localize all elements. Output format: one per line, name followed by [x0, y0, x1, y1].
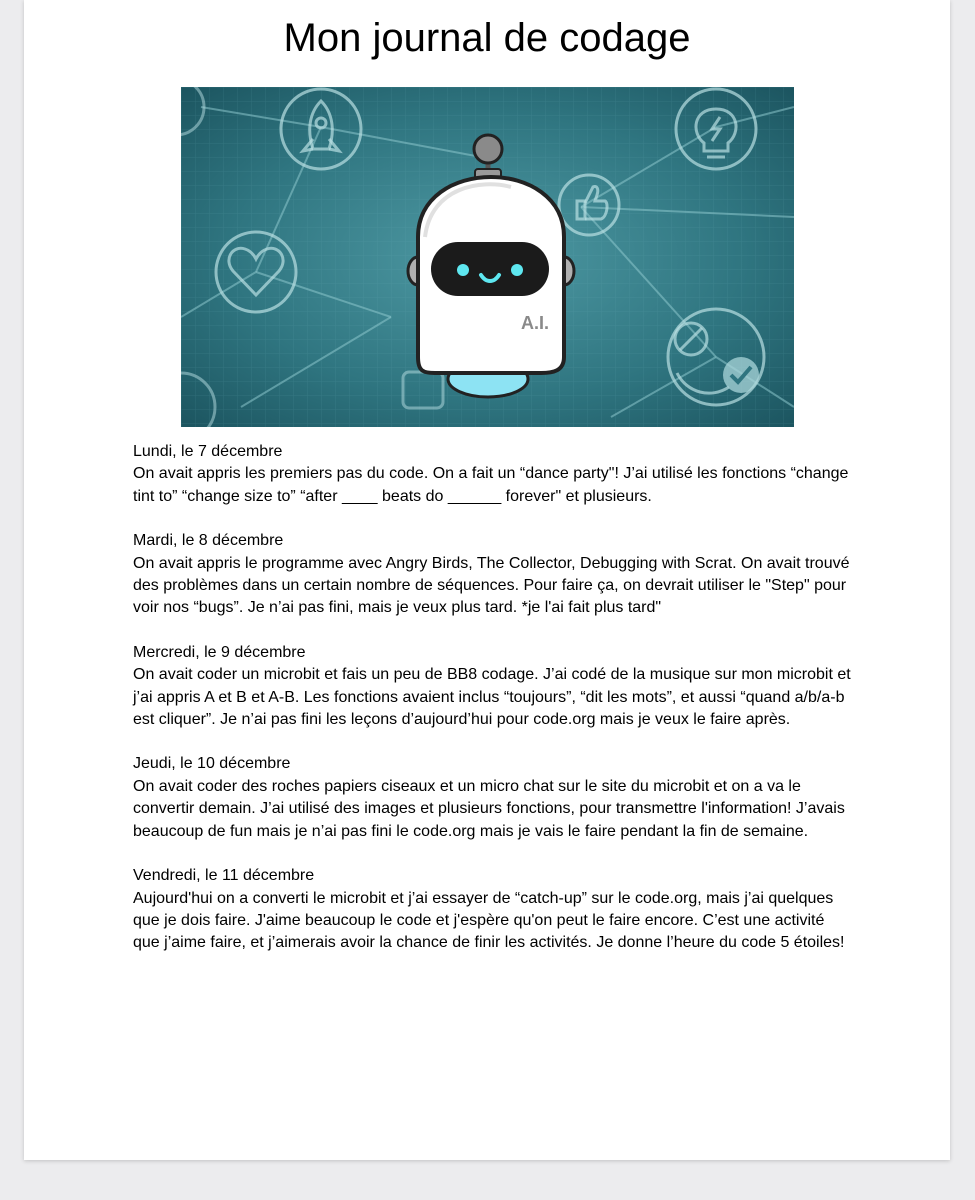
entry-date: Jeudi, le 10 décembre	[133, 755, 291, 773]
journal-entries	[133, 441, 853, 977]
page-title: Mon journal de codage	[283, 16, 691, 60]
journal-entry	[133, 865, 853, 955]
document-page	[24, 0, 950, 1160]
entry-text: On avait appris le programme avec Angry Birds, The Collector, Debugging with Scrat. On avait trouvé des problèmes dans un certain nombre de séquences. Pour faire ça, on devrait utiliser le "Step" pour voir nos “bugs”. Je n’ai pas fini, mais je veux plus tard. *je l'ai fait plus tard"	[133, 554, 850, 617]
journal-entry	[133, 530, 853, 620]
entry-text: Aujourd'hui on a converti le microbit et j’ai essayer de “catch-up” sur le code.org, mais j’ai quelques que je dois faire. J'aime beaucoup le code et j'espère qu'on peut le faire encore. C’est une activité que j’aime faire, et j’aimerais avoir la chance de finir les activités. Je donne l’heure du code 5 étoiles!	[133, 889, 845, 952]
journal-entry	[133, 441, 853, 508]
entry-date: Vendredi, le 11 décembre	[133, 867, 315, 885]
check-icon	[723, 357, 759, 393]
journal-entry	[133, 642, 853, 732]
journal-entry	[133, 753, 853, 843]
entry-date: Mercredi, le 9 décembre	[133, 643, 306, 661]
entry-date: Mardi, le 8 décembre	[133, 532, 284, 550]
robot-illustration	[181, 87, 794, 427]
entry-text: On avait appris les premiers pas du code. On a fait un “dance party"! J’ai utilisé les fonctions “change tint to” “change size to” “after ____ beats do ______ forever" et plusieurs.	[133, 465, 849, 505]
robot-label: A.I.	[521, 313, 550, 333]
entry-date: Lundi, le 7 décembre	[133, 443, 283, 460]
entry-text: On avait coder des roches papiers ciseaux et un micro chat sur le site du microbit et on a va le convertir demain. J’ai utilisé des images et plusieurs fonctions, pour transmettre l'information! J’avais beaucoup de fun mais je n’ai pas fini le code.org mais je vais le faire pendant la fin de semaine.	[133, 777, 845, 840]
entry-text: On avait coder un microbit et fais un peu de BB8 codage. J’ai codé de la musique sur mon microbit et j’ai appris A et B et A-B. Les fonctions avaient inclus “toujours”, “dit les mots”, et aussi “quand a/b/a-b est cliquer”. Je n’ai pas fini les leçons d’aujourd’hui pour code.org mais je veux le faire après.	[133, 666, 851, 729]
